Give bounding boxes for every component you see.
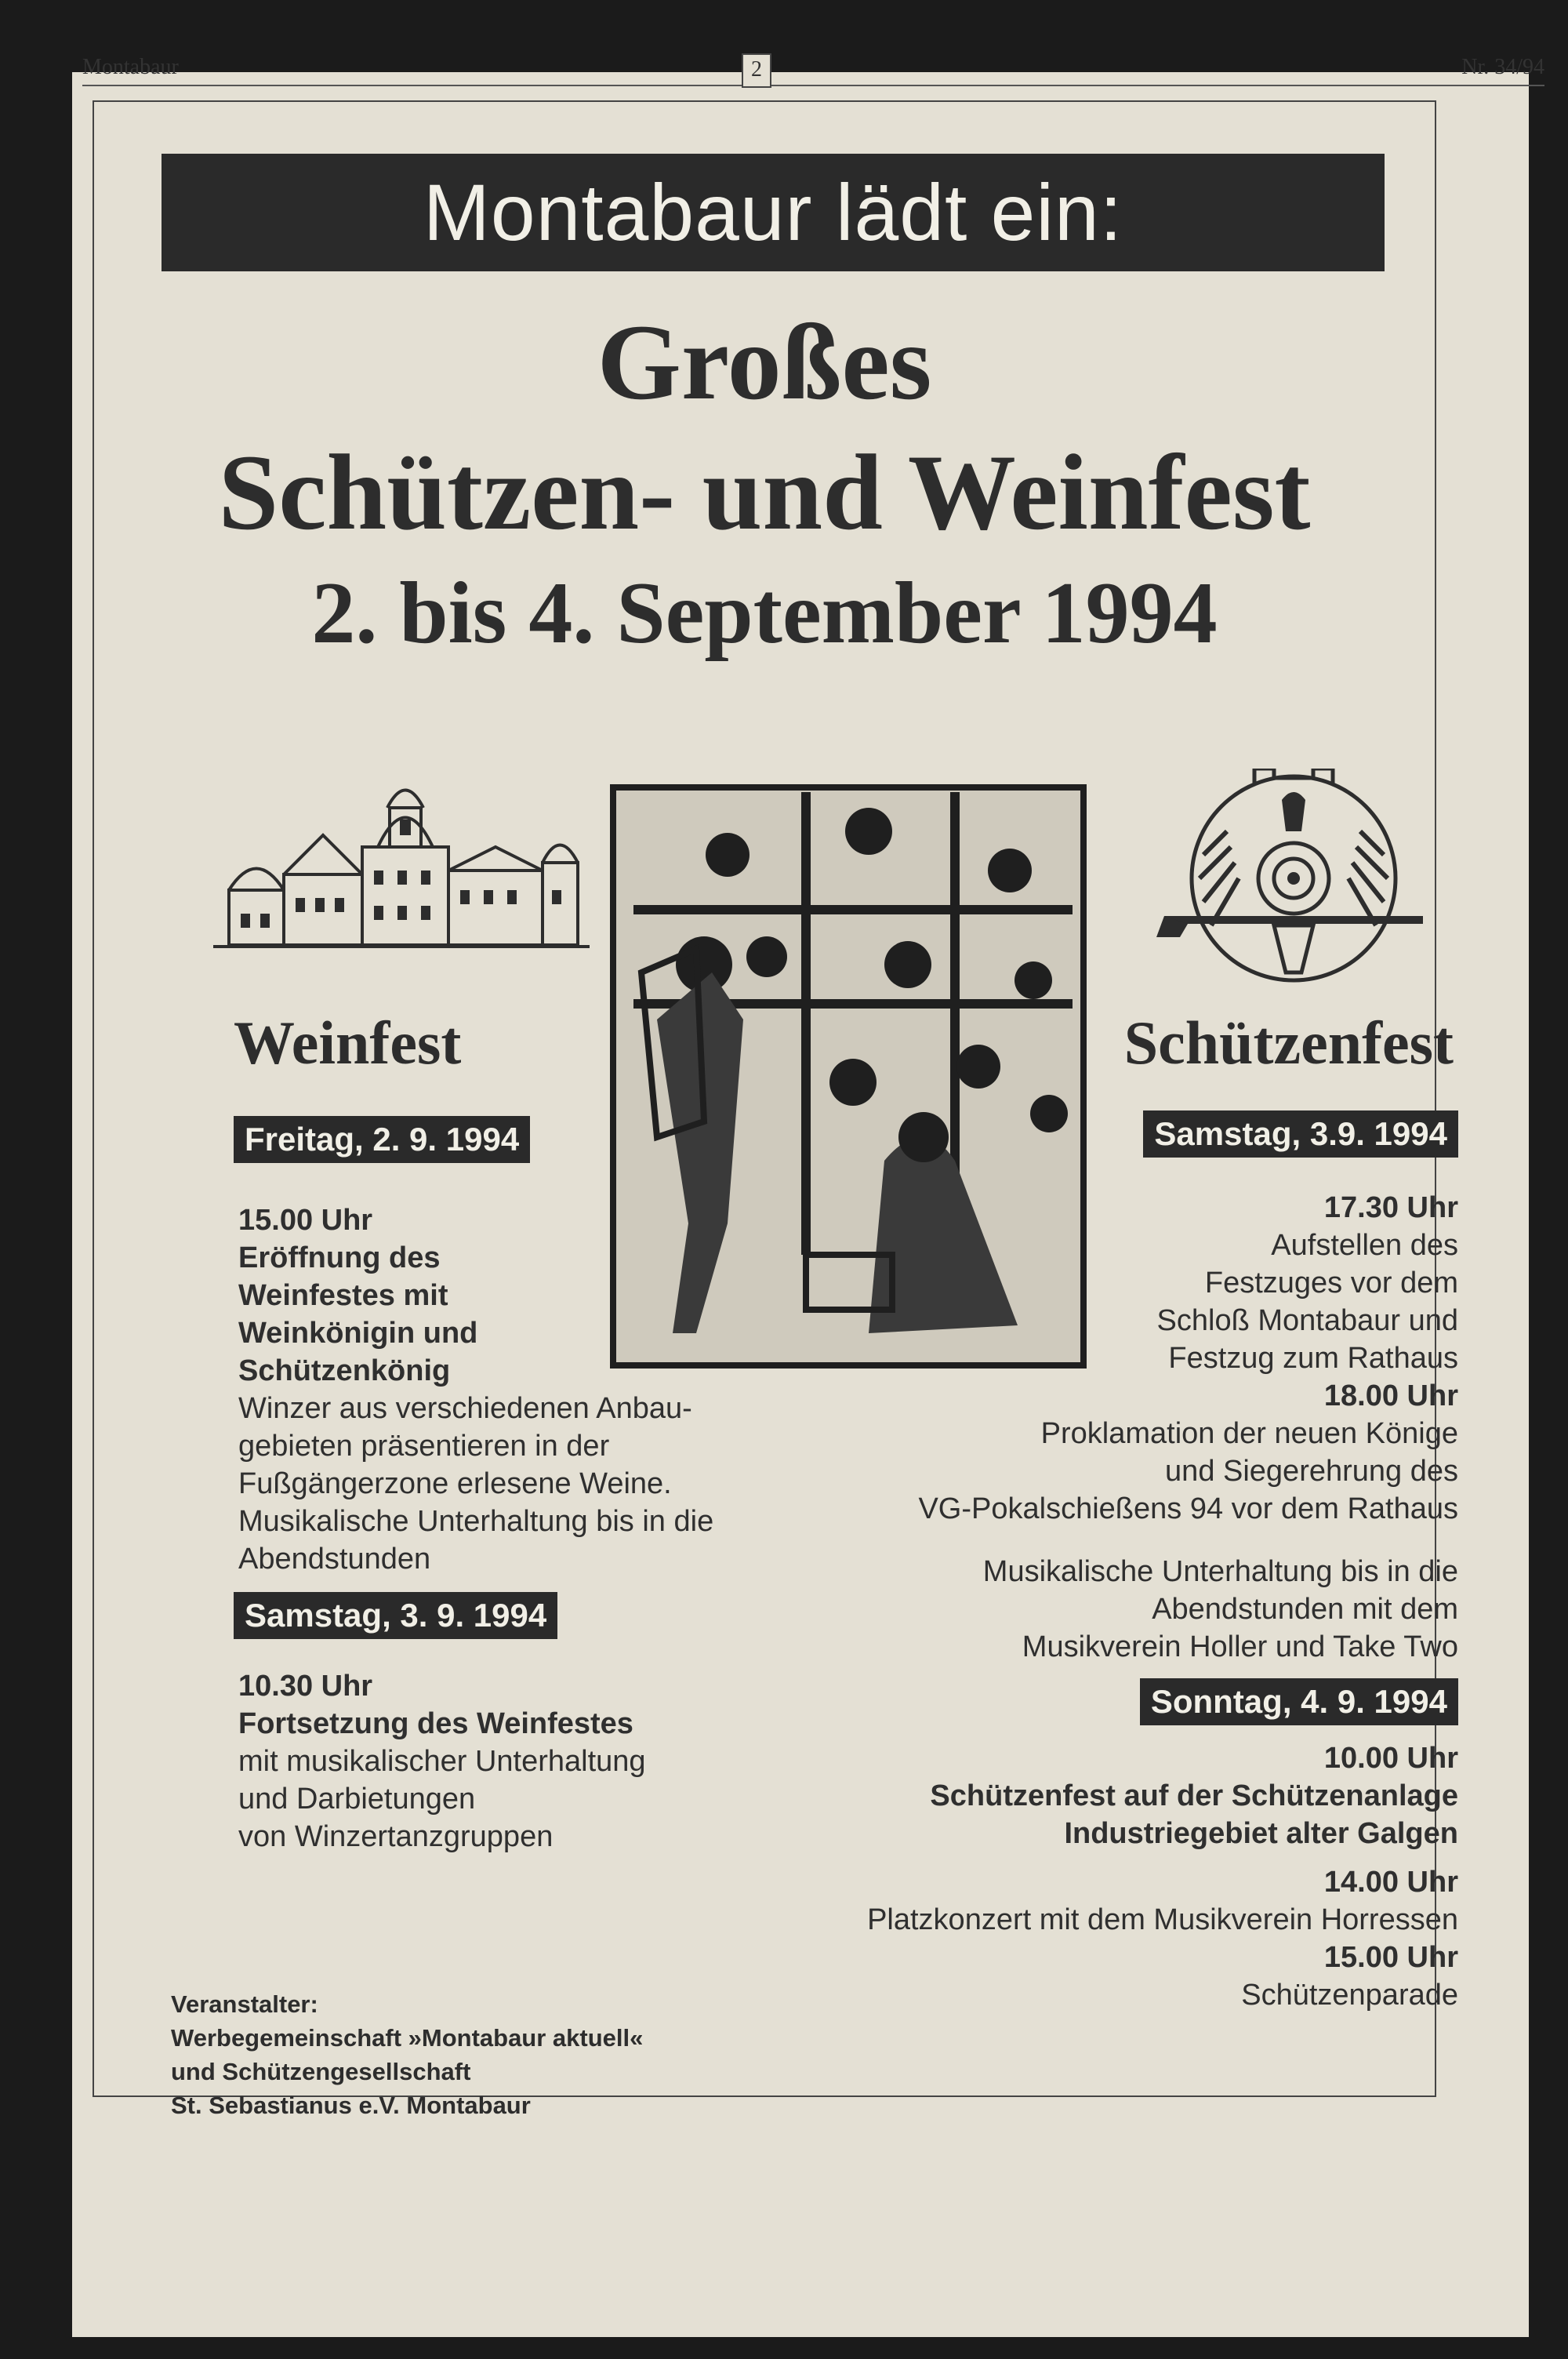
schuetzenfest-description-2-line: und Siegerehrung des <box>1165 1455 1458 1488</box>
schuetzenfest-description-4: Platzkonzert mit dem Musikverein Horressen <box>867 1903 1458 1936</box>
schuetzenfest-description-2-line: VG-Pokalschießens 94 vor dem Rathaus <box>918 1492 1458 1525</box>
schuetzenfest-time-3: 10.00 Uhr <box>1323 1742 1458 1775</box>
weinfest-date-saturday: Samstag, 3. 9. 1994 <box>234 1592 557 1639</box>
weinfest-event-1-line: Weinkönigin und <box>238 1317 478 1350</box>
title-dates: 2. bis 4. September 1994 <box>311 565 1218 662</box>
weinfest-description-1-line: Musikalische Unterhaltung bis in die <box>238 1505 714 1538</box>
page-number: 2 <box>742 53 771 88</box>
weinfest-time-1: 15.00 Uhr <box>238 1204 373 1237</box>
schuetzenfest-time-5: 15.00 Uhr <box>1323 1941 1458 1974</box>
weinfest-description-1-line: gebieten präsentieren in der <box>238 1430 610 1463</box>
schuetzenfest-event-3-line: Schützenfest auf der Schützenanlage <box>930 1779 1458 1812</box>
weinfest-description-1-line: Winzer aus verschiedenen Anbau- <box>238 1392 692 1425</box>
weinfest-description-2-line: mit musikalischer Unterhaltung <box>238 1745 646 1778</box>
weinfest-title: Weinfest <box>234 1009 462 1077</box>
schuetzenfest-description-5: Schützenparade <box>1241 1979 1458 2012</box>
title-line-1: Großes <box>597 302 932 422</box>
schuetzenfest-schedule-saturday <box>784 1189 1458 1528</box>
castle-illustration <box>213 772 590 949</box>
weinfest-date-friday: Freitag, 2. 9. 1994 <box>234 1116 530 1163</box>
schuetzenfest-schedule-sunday <box>753 1739 1458 2014</box>
schuetzenfest-description-3-line: Musikverein Holler und Take Two <box>1022 1630 1458 1663</box>
schuetzenfest-description-3-line: Abendstunden mit dem <box>1152 1593 1458 1626</box>
schuetzenfest-date-sunday: Sonntag, 4. 9. 1994 <box>1140 1678 1458 1725</box>
weinfest-time-2: 10.30 Uhr <box>238 1670 373 1703</box>
title-line-2: Schützen- und Weinfest <box>218 432 1311 552</box>
weinfest-description-1-line: Fußgängerzone erlesene Weine. <box>238 1467 672 1500</box>
header-rule <box>82 85 1544 86</box>
weinfest-event-2: Fortsetzung des Weinfestes <box>238 1707 633 1740</box>
weinfest-description-1 <box>238 1390 713 1578</box>
header-issue: Nr. 34/94 <box>1461 55 1544 79</box>
schuetzenfest-time-2: 18.00 Uhr <box>1323 1379 1458 1412</box>
shooting-club-crest-illustration <box>1156 769 1431 988</box>
weinfest-event-1-line: Weinfestes mit <box>238 1279 448 1312</box>
schuetzenfest-description-1-line: Schloß Montabaur und <box>1156 1304 1458 1337</box>
organizer-line: Werbegemeinschaft »Montabaur aktuell« <box>171 2024 644 2052</box>
organizer-label: Veranstalter: <box>171 1990 318 2018</box>
schuetzenfest-description-3-line: Musikalische Unterhaltung bis in die <box>982 1555 1458 1588</box>
weinfest-description-2 <box>238 1743 646 1856</box>
schuetzenfest-time-1: 17.30 Uhr <box>1323 1191 1458 1224</box>
schuetzenfest-description-1-line: Festzug zum Rathaus <box>1168 1342 1458 1375</box>
header-town: Montabaur <box>82 55 179 79</box>
schuetzenfest-description-2-line: Proklamation der neuen Könige <box>1040 1417 1458 1450</box>
weinfest-event-1 <box>238 1239 477 1390</box>
organizer-line: und Schützengesellschaft <box>171 2058 471 2085</box>
schuetzenfest-time-4: 14.00 Uhr <box>1323 1866 1458 1899</box>
schuetzenfest-description-1-line: Aufstellen des <box>1271 1229 1458 1262</box>
schuetzenfest-music-info <box>784 1553 1458 1666</box>
schuetzenfest-title: Schützenfest <box>1123 1009 1454 1077</box>
weinfest-description-2-line: von Winzertanzgruppen <box>238 1820 554 1853</box>
invitation-banner: Montabaur lädt ein: <box>162 154 1385 271</box>
organizer-line: St. Sebastianus e.V. Montabaur <box>171 2092 531 2119</box>
weinfest-description-1-line: Abendstunden <box>238 1543 431 1576</box>
organizer-block <box>171 1987 643 2122</box>
weinfest-description-2-line: und Darbietungen <box>238 1783 476 1816</box>
weinfest-event-1-line: Eröffnung des <box>238 1241 441 1274</box>
weinfest-event-1-line: Schützenkönig <box>238 1354 451 1387</box>
schuetzenfest-description-1-line: Festzuges vor dem <box>1204 1267 1458 1299</box>
schuetzenfest-date-saturday: Samstag, 3.9. 1994 <box>1143 1110 1458 1158</box>
schuetzenfest-event-3-line: Industriegebiet alter Galgen <box>1064 1817 1458 1850</box>
